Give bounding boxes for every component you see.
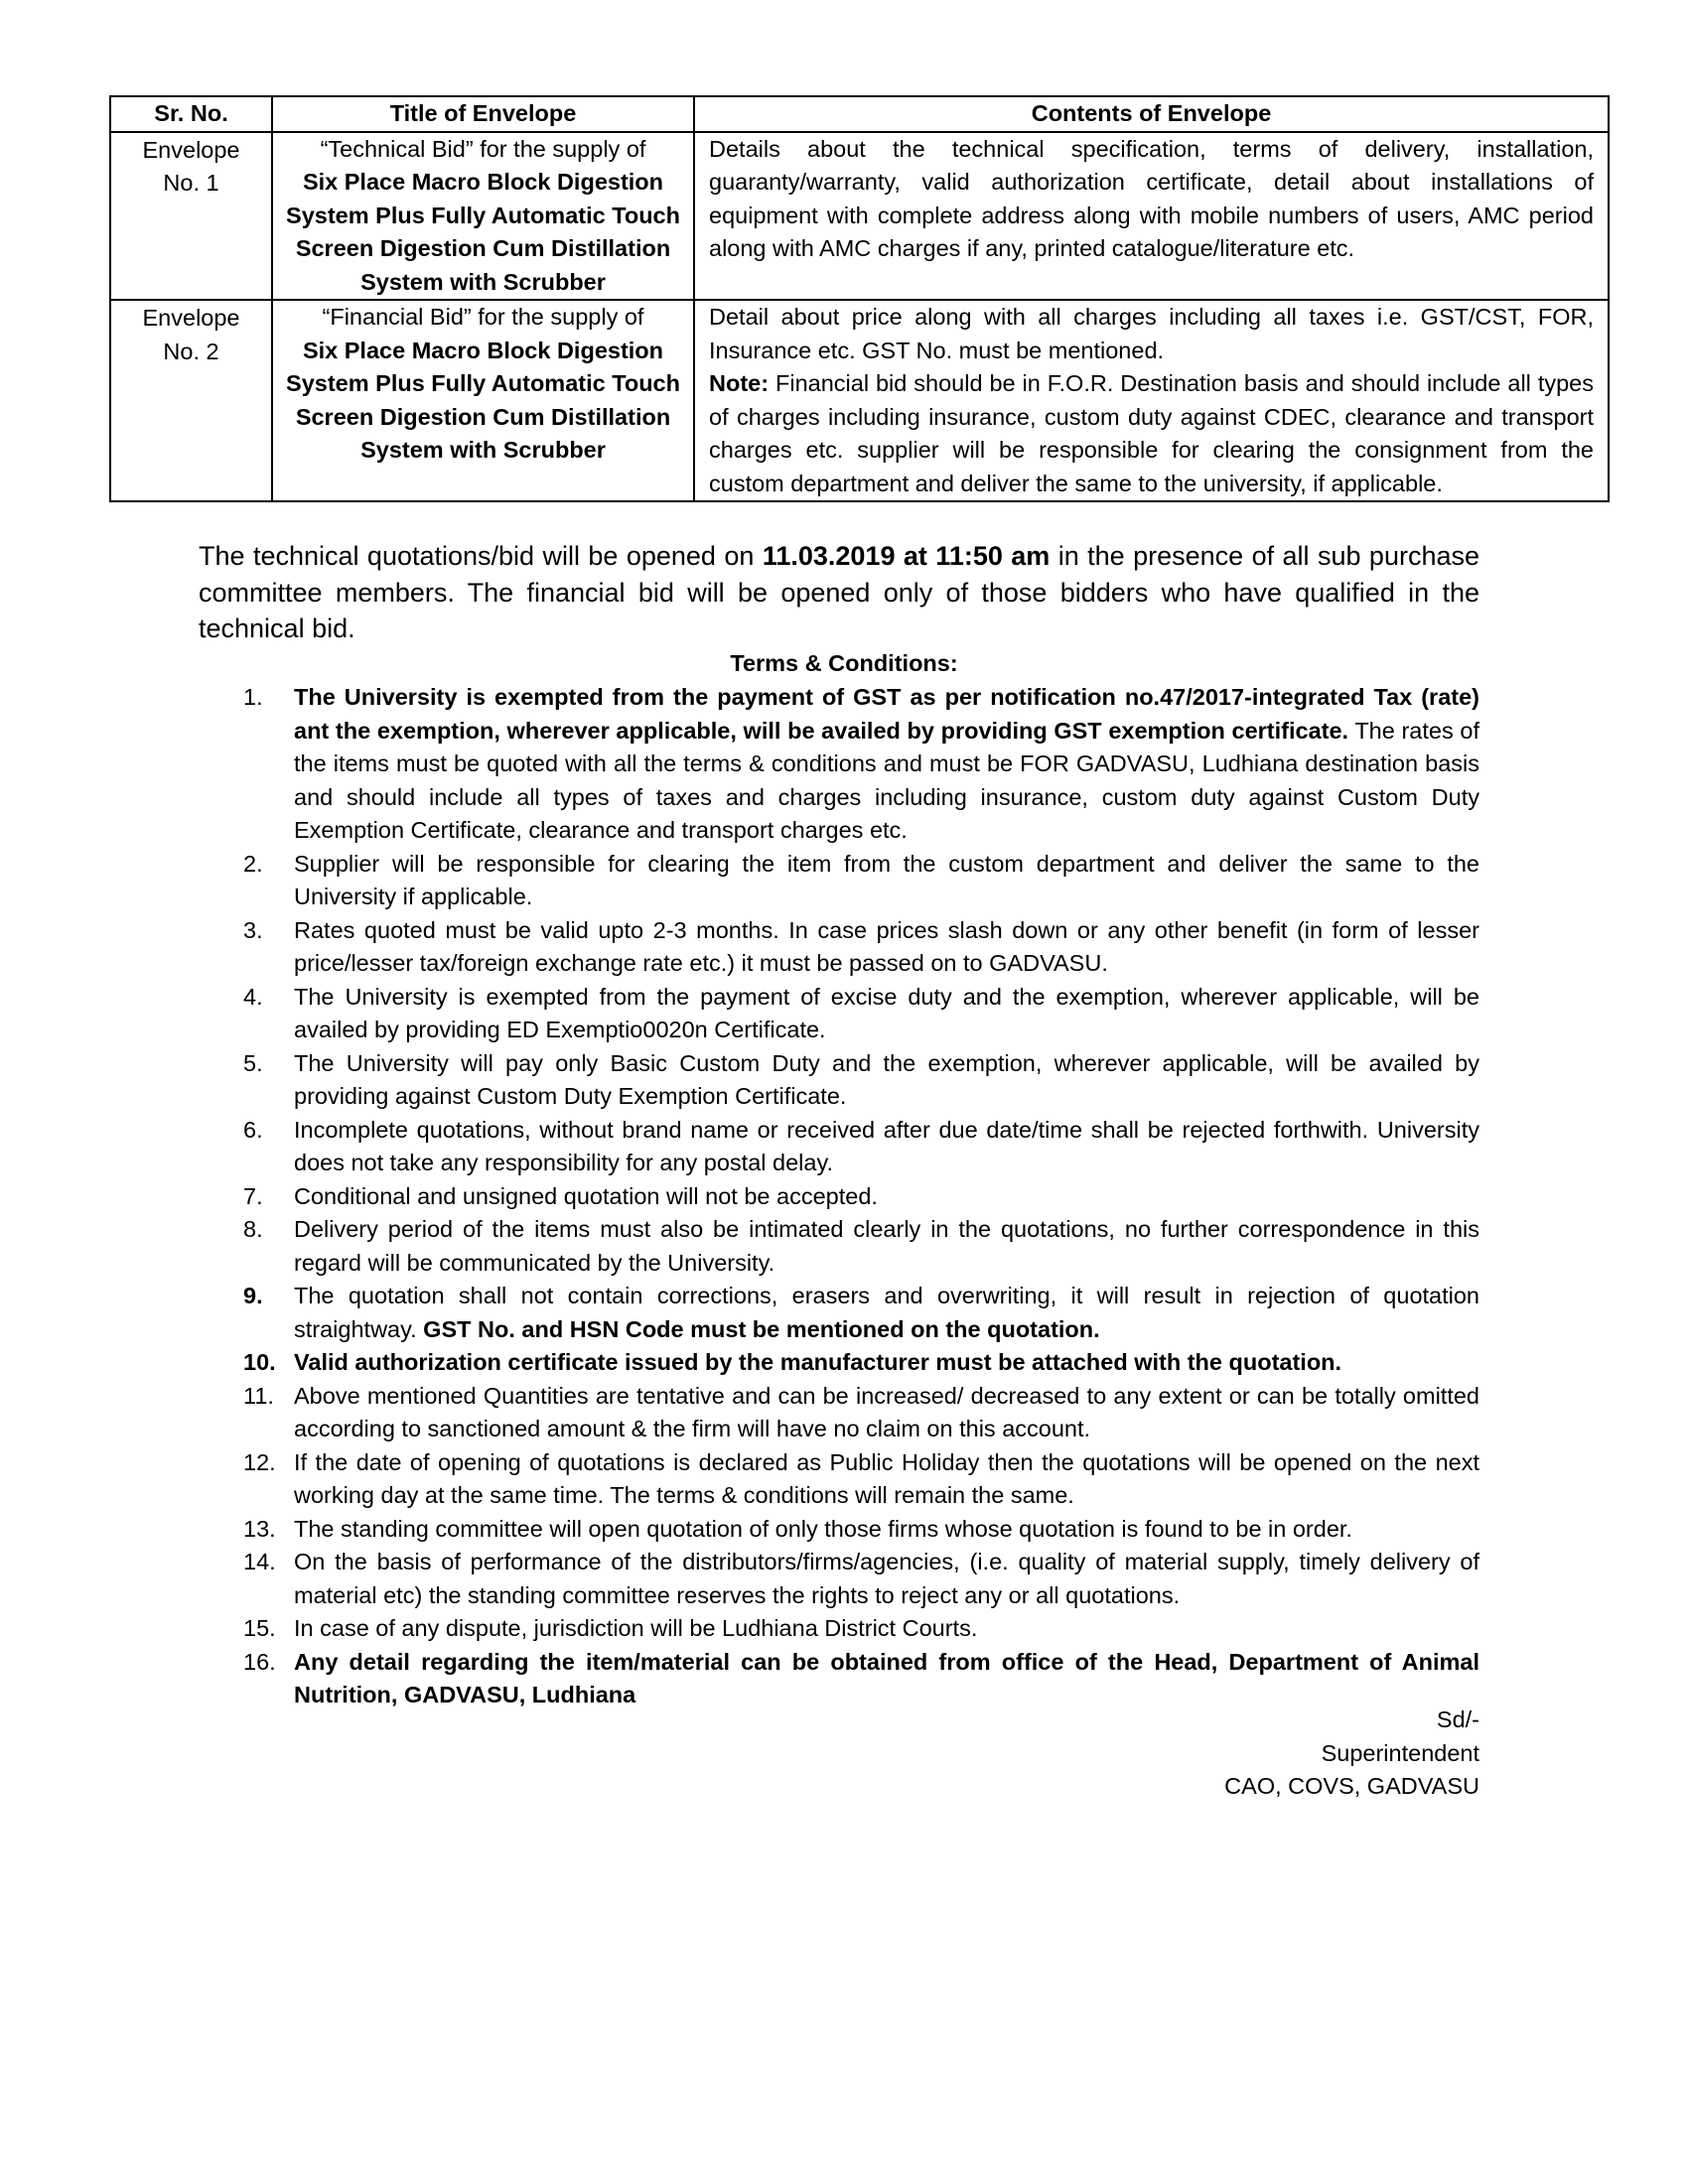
table-header-row <box>110 96 1609 132</box>
item-plain-text: The quotation shall not contain corrections, erasers and overwriting, it will result in rejection of quotation straightway. <box>294 1283 1479 1342</box>
signature-sd: Sd/- <box>1436 1706 1479 1732</box>
item-number: 7. <box>243 1182 263 1209</box>
item-number: 12. <box>243 1448 276 1475</box>
list-item <box>199 1180 1479 1214</box>
envelope-table <box>109 95 1610 502</box>
title-bold: Six Place Macro Block Digestion System Plus Fully Automatic Touch Screen Digestion Cum Distillation System with Scrubber <box>286 169 680 295</box>
opening-notice <box>199 538 1479 647</box>
item-number: 3. <box>243 916 263 943</box>
item-text <box>294 1283 1479 1342</box>
item-number: 2. <box>243 850 263 877</box>
intro-after: in the presence of all sub purchase committee members. The financial bid will be opened only of those bidders who have qualified in the technical bid. <box>199 541 1479 643</box>
item-number: 10. <box>243 1349 276 1375</box>
terms-heading: Terms & Conditions: <box>730 650 958 676</box>
cell-contents <box>694 132 1609 301</box>
list-item <box>199 1646 1479 1712</box>
cell-sr-no <box>110 300 272 501</box>
signature-block <box>1224 1704 1479 1804</box>
item-text: The University will pay only Basic Custom Duty and the exemption, wherever applicable, will be availed by providing against Custom Duty Exemption Certificate. <box>294 1049 1479 1109</box>
item-text <box>294 684 1479 843</box>
cell-title <box>272 300 694 501</box>
header-contents-of-envelope: Contents of Envelope <box>694 96 1609 132</box>
item-text: On the basis of performance of the distributors/firms/agencies, (i.e. quality of material supply, timely delivery of material etc) the standing committee reserves the rights to reject any or all quotations. <box>294 1549 1479 1608</box>
signature-office: CAO, COVS, GADVASU <box>1224 1773 1479 1799</box>
cell-sr-no <box>110 132 272 301</box>
item-text: Incomplete quotations, without brand name or received after due date/time shall be rejected forthwith. University does not take any responsibility for any postal delay. <box>294 1116 1479 1175</box>
item-text: Rates quoted must be valid upto 2-3 months. In case prices slash down or any other benefit (in form of lesser price/lesser tax/foreign exchange rate etc.) it must be passed on to GADVASU. <box>294 916 1479 976</box>
item-text: In case of any dispute, jurisdiction will be Ludhiana District Courts. <box>294 1615 978 1641</box>
list-item <box>199 1047 1479 1114</box>
contents-text: Details about the technical specification, terms of delivery, installation, guaranty/warranty, valid authorization certificate, detail about installations of equipment with complete address along with mobile numbers of users, AMC period along with AMC charges if any, printed catalogue/literature etc. <box>709 135 1594 261</box>
sr-line: Envelope <box>142 305 240 331</box>
list-item <box>199 848 1479 914</box>
item-bold-text: GST No. and HSN Code must be mentioned on the quotation. <box>423 1315 1100 1342</box>
item-number: 15. <box>243 1615 276 1641</box>
contents-note <box>709 367 1594 500</box>
item-number: 13. <box>243 1515 276 1542</box>
item-text: Delivery period of the items must also be intimated clearly in the quotations, no further correspondence in this regard will be communicated by the University. <box>294 1216 1479 1276</box>
item-plain-text: The rates of the items must be quoted with all the terms & conditions and must be FOR GADVASU, Ludhiana destination basis and should include all types of taxes and charges including insurance, custom duty against Custom Duty Exemption Certificate, clearance and transport charges etc. <box>294 717 1479 843</box>
item-text: Valid authorization certificate issued by the manufacturer must be attached with the quotation. <box>294 1349 1342 1375</box>
cell-contents <box>694 300 1609 501</box>
item-number: 9. <box>243 1283 263 1308</box>
sr-line: Envelope <box>142 136 240 163</box>
list-item <box>199 1280 1479 1346</box>
table-row <box>110 300 1609 501</box>
item-text: Conditional and unsigned quotation will not be accepted. <box>294 1182 878 1209</box>
title-plain: “Financial Bid” for the supply of <box>322 304 644 330</box>
item-number: 5. <box>243 1049 263 1076</box>
list-item <box>199 914 1479 981</box>
sr-line: No. 2 <box>163 338 219 364</box>
item-text: If the date of opening of quotations is declared as Public Holiday then the quotations will be opened on the next working day at the same time. The terms & conditions will remain the same. <box>294 1448 1479 1508</box>
signature-designation: Superintendent <box>1321 1739 1479 1766</box>
item-text: Above mentioned Quantities are tentative and can be increased/ decreased to any extent or can be totally omitted according to sanctioned amount & the firm will have no claim on this account. <box>294 1382 1479 1441</box>
header-title-of-envelope: Title of Envelope <box>272 96 694 132</box>
title-plain: “Technical Bid” for the supply of <box>320 135 646 162</box>
item-text: Any detail regarding the item/material can be obtained from office of the Head, Department of Animal Nutrition, GADVASU, Ludhiana <box>294 1648 1479 1707</box>
intro-before: The technical quotations/bid will be opened on <box>199 541 763 571</box>
item-number: 8. <box>243 1216 263 1242</box>
item-text: The standing committee will open quotation of only those firms whose quotation is found to be in order. <box>294 1515 1352 1542</box>
item-number: 16. <box>243 1648 276 1675</box>
list-item <box>199 1612 1479 1646</box>
note-text: Financial bid should be in F.O.R. Destination basis and should include all types of charges including insurance, custom duty against CDEC, clearance and transport charges etc. supplier will be responsible for clearing the consignment from the custom department and deliver the same to the university, if applicable. <box>709 370 1594 496</box>
list-item <box>199 1114 1479 1180</box>
header-sr-no: Sr. No. <box>110 96 272 132</box>
item-bold-text: The University is exempted from the payment of GST as per notification no.47/2017-integrated Tax (rate) ant the exemption, wherever applicable, will be availed by providing GST exemption certificate. <box>294 684 1479 744</box>
list-item <box>199 1213 1479 1280</box>
item-number: 14. <box>243 1549 276 1574</box>
item-text: Supplier will be responsible for clearing the item from the custom department and deliver the same to the University if applicable. <box>294 850 1479 909</box>
list-item <box>199 681 1479 848</box>
list-item <box>199 981 1479 1047</box>
item-number: 6. <box>243 1116 263 1143</box>
item-number: 4. <box>243 983 263 1010</box>
list-item <box>199 1446 1479 1513</box>
list-item <box>199 1546 1479 1612</box>
title-bold: Six Place Macro Block Digestion System Plus Fully Automatic Touch Screen Digestion Cum Distillation System with Scrubber <box>286 337 680 463</box>
item-number: 11. <box>243 1382 274 1409</box>
table-row <box>110 132 1609 301</box>
item-number: 1. <box>243 684 263 710</box>
cell-title <box>272 132 694 301</box>
terms-list <box>199 681 1479 1712</box>
note-label: Note: <box>709 370 770 396</box>
list-item <box>199 1380 1479 1446</box>
list-item <box>199 1346 1479 1380</box>
opening-datetime: 11.03.2019 at 11:50 am <box>762 541 1051 571</box>
sr-line: No. 1 <box>163 170 219 196</box>
item-text: The University is exempted from the payment of excise duty and the exemption, wherever applicable, will be availed by providing ED Exemptio0020n Certificate. <box>294 983 1479 1042</box>
list-item <box>199 1513 1479 1547</box>
contents-text: Detail about price along with all charges including all taxes i.e. GST/CST, FOR, Insurance etc. GST No. must be mentioned. <box>709 304 1594 363</box>
